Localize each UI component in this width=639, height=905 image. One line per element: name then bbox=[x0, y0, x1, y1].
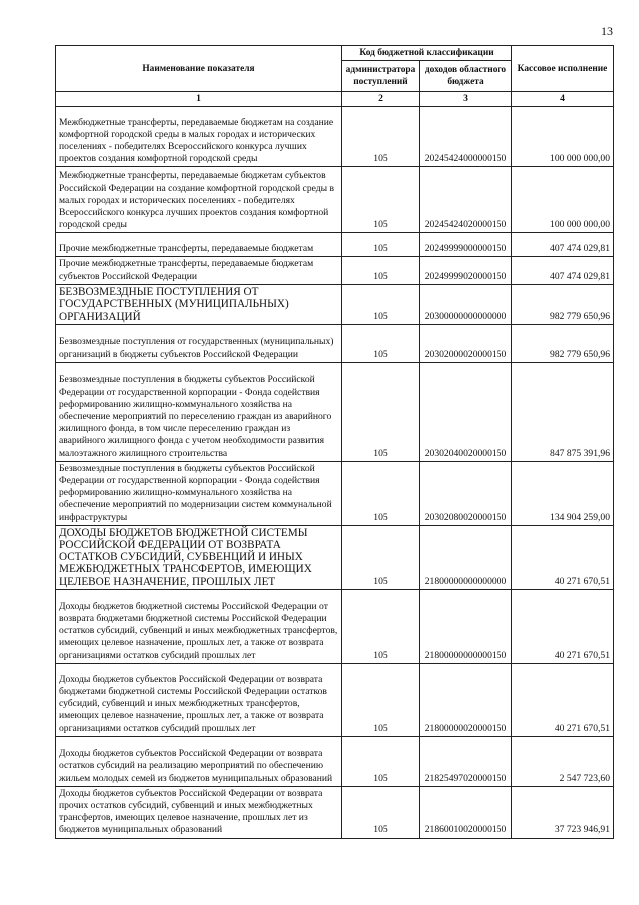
header-income: доходов областного бюджета bbox=[420, 61, 512, 92]
row-name: Безвозмездные поступления от государственных (муниципальных) организаций в бюджеты субъектов Российской Федерации bbox=[56, 324, 342, 362]
row-name: Доходы бюджетов субъектов Российской Федерации от возврата бюджетами бюджетной системы Российской Федерации остатков субсидий, субвенций и иных межбюджетных трансфертов, имеющих целевое назначение, прошлых лет, а также от возврата организациями остатков субсидий прошлых лет bbox=[56, 663, 342, 736]
col-number-1: 1 bbox=[56, 92, 342, 107]
row-name: Межбюджетные трансферты, передаваемые бюджетам субъектов Российской Федерации на создание комфортной городской среды в малых городах и исторических поселениях - победителях Всероссийского конкурса лучших проектов создания комфортной городской среды bbox=[56, 167, 342, 233]
row-name: Доходы бюджетов субъектов Российской Федерации от возврата прочих остатков субсидий, субвенций и иных межбюджетных трансфертов, имеющих целевое назначение, прошлых лет из бюджетов муниципальных образований bbox=[56, 786, 342, 838]
table-row bbox=[56, 525, 614, 589]
row-amount: 982 779 650,96 bbox=[512, 284, 614, 324]
row-amount: 40 271 670,51 bbox=[512, 589, 614, 663]
table-row bbox=[56, 257, 614, 284]
row-code: 20249999020000150 bbox=[420, 257, 512, 284]
row-code: 20245424000000150 bbox=[420, 107, 512, 167]
row-amount: 37 723 946,91 bbox=[512, 786, 614, 838]
row-amount: 40 271 670,51 bbox=[512, 663, 614, 736]
row-admin: 105 bbox=[342, 284, 420, 324]
table-row bbox=[56, 461, 614, 525]
table-row bbox=[56, 167, 614, 233]
header-kbk-group: Код бюджетной классификации bbox=[342, 46, 512, 61]
row-amount: 407 474 029,81 bbox=[512, 233, 614, 257]
table-row bbox=[56, 324, 614, 362]
row-admin: 105 bbox=[342, 362, 420, 461]
header-admin: администратора поступлений bbox=[342, 61, 420, 92]
row-code: 21800000000000150 bbox=[420, 589, 512, 663]
table-row bbox=[56, 589, 614, 663]
row-admin: 105 bbox=[342, 461, 420, 525]
row-name: Безвозмездные поступления в бюджеты субъектов Российской Федерации от государственной корпорации - Фонда содействия реформированию жилищно-коммунального хозяйства на обеспечение мероприятий по переселению граждан из аварийного жилищного фонда, в том числе переселению граждан из аварийного жилищного фонда с учетом необходимости развития малоэтажного жилищного строительства bbox=[56, 362, 342, 461]
row-amount: 2 547 723,60 bbox=[512, 736, 614, 786]
row-code: 21800000020000150 bbox=[420, 663, 512, 736]
row-code: 21825497020000150 bbox=[420, 736, 512, 786]
table-row bbox=[56, 284, 614, 324]
row-name: Доходы бюджетов субъектов Российской Федерации от возврата остатков субсидий на реализацию мероприятий по обеспечению жильем молодых семей из бюджетов муниципальных образований bbox=[56, 736, 342, 786]
row-admin: 105 bbox=[342, 257, 420, 284]
row-name: Безвозмездные поступления в бюджеты субъектов Российской Федерации от государственной корпорации - Фонда содействия реформированию жилищно-коммунального хозяйства на обеспечение мероприятий по модернизации систем коммунальной инфраструктуры bbox=[56, 461, 342, 525]
row-amount: 982 779 650,96 bbox=[512, 324, 614, 362]
row-admin: 105 bbox=[342, 167, 420, 233]
table-row bbox=[56, 663, 614, 736]
row-admin: 105 bbox=[342, 663, 420, 736]
row-name: Доходы бюджетов бюджетной системы Российской Федерации от возврата бюджетами бюджетной системы Российской Федерации остатков субсидий, субвенций и иных межбюджетных трансфертов, имеющих целевое назначение, прошлых лет, а также от возврата организациями остатков субсидий прошлых лет bbox=[56, 589, 342, 663]
budget-table bbox=[55, 45, 614, 839]
col-number-3: 3 bbox=[420, 92, 512, 107]
row-code: 20300000000000000 bbox=[420, 284, 512, 324]
page-number: 13 bbox=[601, 24, 613, 38]
col-number-2: 2 bbox=[342, 92, 420, 107]
row-name: Межбюджетные трансферты, передаваемые бюджетам на создание комфортной городской среды в малых городах и исторических поселениях - победителях Всероссийского конкурса лучших проектов создания комфортной городской среды bbox=[56, 107, 342, 167]
row-code: 20302080020000150 bbox=[420, 461, 512, 525]
row-admin: 105 bbox=[342, 589, 420, 663]
table-row bbox=[56, 786, 614, 838]
row-admin: 105 bbox=[342, 233, 420, 257]
row-admin: 105 bbox=[342, 786, 420, 838]
row-admin: 105 bbox=[342, 324, 420, 362]
row-name: Прочие межбюджетные трансферты, передаваемые бюджетам субъектов Российской Федерации bbox=[56, 257, 342, 284]
row-code: 20302040020000150 bbox=[420, 362, 512, 461]
header-name: Наименование показателя bbox=[56, 46, 342, 92]
row-amount: 847 875 391,96 bbox=[512, 362, 614, 461]
row-amount: 407 474 029,81 bbox=[512, 257, 614, 284]
row-amount: 134 904 259,00 bbox=[512, 461, 614, 525]
row-admin: 105 bbox=[342, 525, 420, 589]
row-admin: 105 bbox=[342, 736, 420, 786]
col-number-4: 4 bbox=[512, 92, 614, 107]
row-code: 21860010020000150 bbox=[420, 786, 512, 838]
table-row bbox=[56, 107, 614, 167]
row-name: Прочие межбюджетные трансферты, передаваемые бюджетам bbox=[56, 233, 342, 257]
row-amount: 100 000 000,00 bbox=[512, 167, 614, 233]
row-amount: 100 000 000,00 bbox=[512, 107, 614, 167]
row-amount: 40 271 670,51 bbox=[512, 525, 614, 589]
table-row bbox=[56, 362, 614, 461]
row-name: ДОХОДЫ БЮДЖЕТОВ БЮДЖЕТНОЙ СИСТЕМЫ РОССИЙСКОЙ ФЕДЕРАЦИИ ОТ ВОЗВРАТА ОСТАТКОВ СУБСИДИЙ, СУБВЕНЦИЙ И ИНЫХ МЕЖБЮДЖЕТНЫХ ТРАНСФЕРТОВ, ИМЕЮЩИХ ЦЕЛЕВОЕ НАЗНАЧЕНИЕ, ПРОШЛЫХ ЛЕТ bbox=[56, 525, 342, 589]
header-amount: Кассовое исполнение bbox=[512, 46, 614, 92]
table-row bbox=[56, 233, 614, 257]
table-row bbox=[56, 736, 614, 786]
row-admin: 105 bbox=[342, 107, 420, 167]
row-code: 20302000020000150 bbox=[420, 324, 512, 362]
row-name: БЕЗВОЗМЕЗДНЫЕ ПОСТУПЛЕНИЯ ОТ ГОСУДАРСТВЕННЫХ (МУНИЦИПАЛЬНЫХ) ОРГАНИЗАЦИЙ bbox=[56, 284, 342, 324]
row-code: 20245424020000150 bbox=[420, 167, 512, 233]
row-code: 21800000000000000 bbox=[420, 525, 512, 589]
row-code: 20249999000000150 bbox=[420, 233, 512, 257]
